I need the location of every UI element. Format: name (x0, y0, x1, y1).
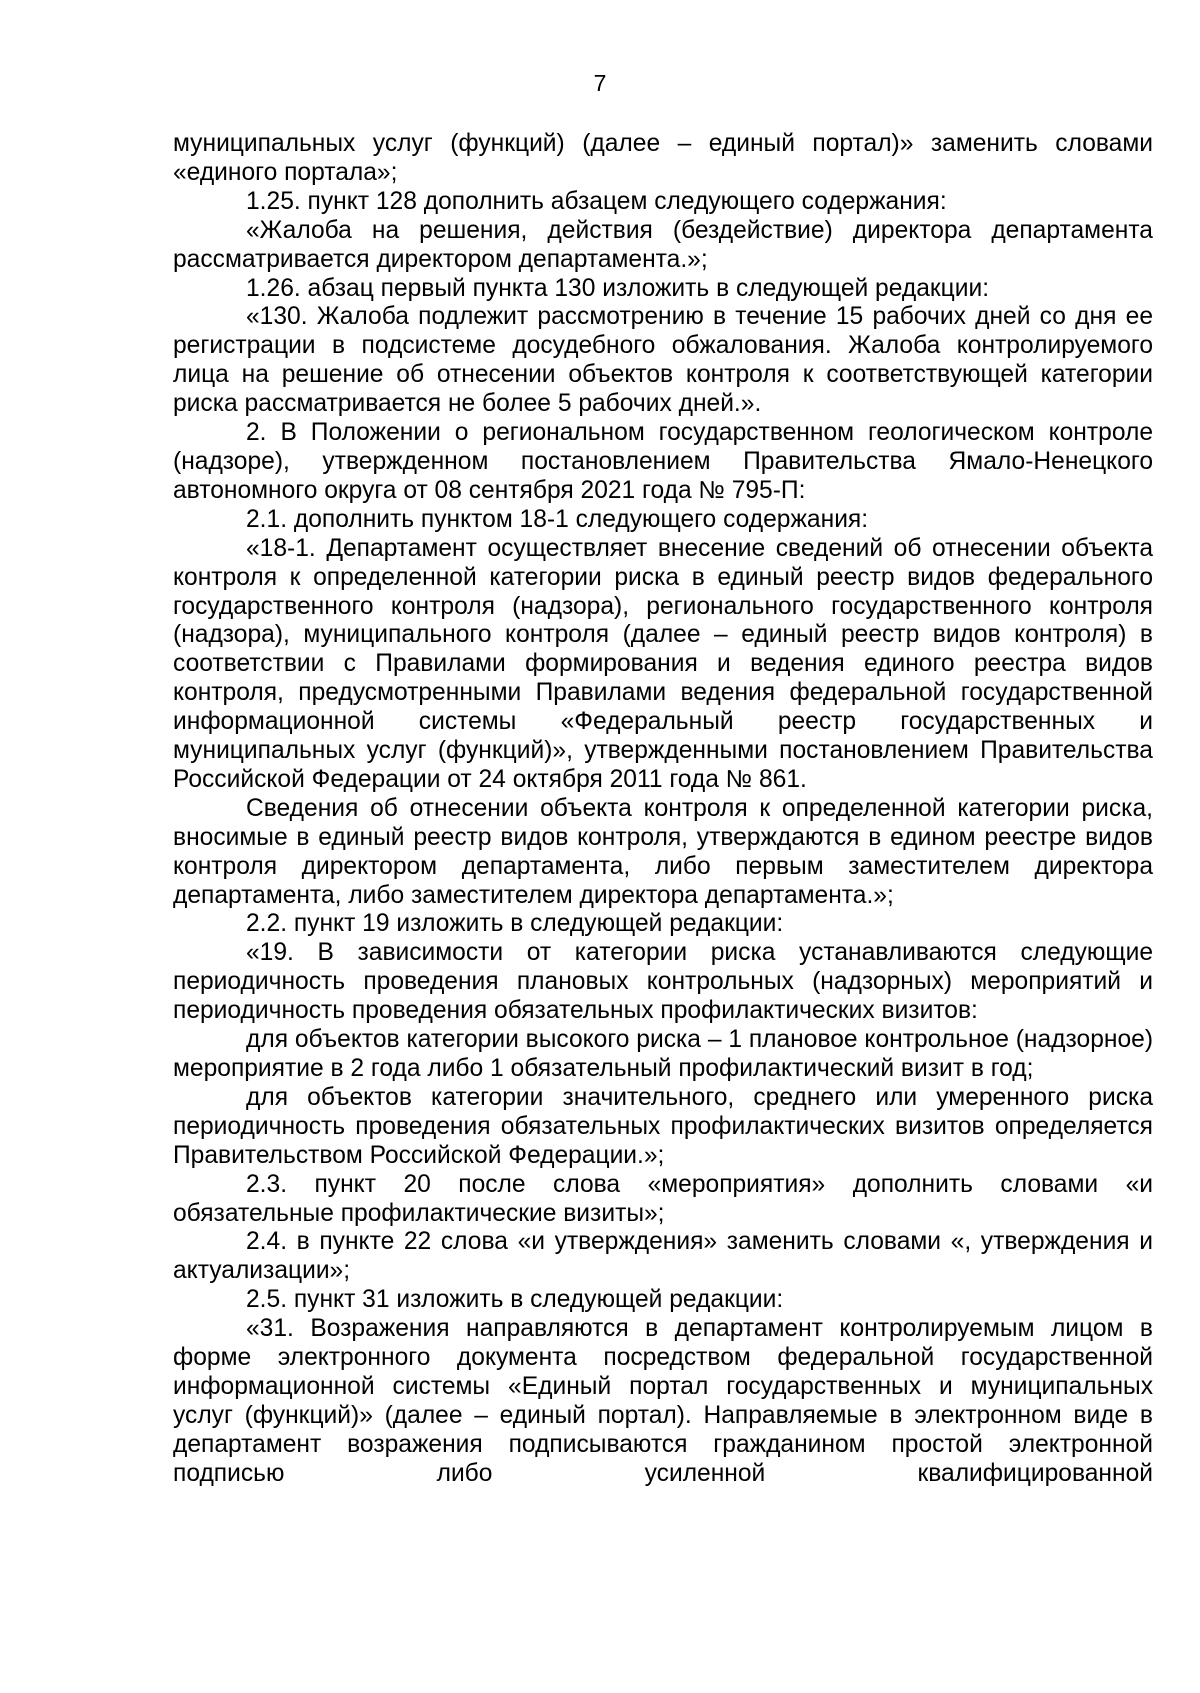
paragraph-high-risk: для объектов категории высокого риска – 1 плановое контрольное (надзорное) мероприятие в 2 года либо 1 обязательный профилактический визит в год; (173, 1026, 1154, 1082)
paragraph-item-2-1: 2.1. дополнить пунктом 18-1 следующего содержания: (246, 505, 869, 533)
page-number: 7 (593, 70, 607, 96)
document-body (173, 130, 1153, 1489)
paragraph-quote-complaint: «Жалоба на решения, действия (бездействие) директора департамента рассматривается директором департамента.»; (173, 216, 1153, 273)
paragraph-item-2-4: 2.4. в пункте 22 слова «и утверждения» заменить словами «, утверждения и актуализации»; (173, 1228, 1153, 1285)
paragraph-item-2-2: 2.2. пункт 19 изложить в следующей редакции: (246, 910, 784, 938)
paragraph-item-2: 2. В Положении о региональном государственном геологическом контроле (надзоре), утвержденном постановлением Правительства Ямало-Ненецкого автономного округа от 08 сентября 2021 года № 795-П: (173, 419, 1153, 504)
paragraph-item-2-3: 2.3. пункт 20 после слова «мероприятия» дополнить словами «и обязательные профилактические визиты»; (173, 1170, 1153, 1227)
paragraph-quote-130: «130. Жалоба подлежит рассмотрению в течение 15 рабочих дней со дня ее регистрации в подсистеме досудебного обжалования. Жалоба контролируемого лица на решение об отнесении объектов контроля к соответствующей категории риска рассматривается не более 5 рабочих дней.». (173, 303, 1153, 418)
paragraph-quote-19: «19. В зависимости от категории риска устанавливаются следующие периодичность проведения плановых контрольных (надзорных) мероприятий и периодичность проведения обязательных профилактических визитов: (173, 939, 1153, 1025)
paragraph-quote-31: «31. Возражения направляются в департамент контролируемым лицом в форме электронного документа посредством федеральной государственной информационной системы «Единый портал государственных и муниципальных услуг (функций)» (далее – единый портал). Направляемые в электронном виде в департамент возражения подписываются гражданином простой электронной подписью либо усиленной квалифицированной (173, 1315, 1153, 1487)
paragraph-continuation: муниципальных услуг (функций) (далее – единый портал)» заменить словами «единого портала»; (173, 130, 1153, 186)
paragraph-other-risk: для объектов категории значительного, среднего или умеренного риска периодичность проведения обязательных профилактических визитов определяется Правительством Российской Федерации.»; (173, 1083, 1153, 1169)
paragraph-item-2-5: 2.5. пункт 31 изложить в следующей редакции: (246, 1286, 784, 1314)
paragraph-quote-18-1: «18-1. Департамент осуществляет внесение сведений об отнесении объекта контроля к определенной категории риска в единый реестр видов федерального государственного контроля (надзора), регионального государственного контроля (надзора), муниципального контроля (далее – единый реестр видов контроля) в соответствии с Правилами формирования и ведения единого реестра видов контроля, предусмотренными Правилами ведения федеральной государственной информационной системы «Федеральный реестр государственных и муниципальных услуг (функций)», утвержденными постановлением Правительства Российской Федерации от 24 октября 2011 года № 861. (173, 534, 1153, 793)
paragraph-risk-info: Сведения об отнесении объекта контроля к определенной категории риска, вносимые в единый реестр видов контроля, утверждаются в едином реестре видов контроля директором департамента, либо первым заместителем директора департамента, либо заместителем директора департамента.»; (173, 794, 1153, 909)
paragraph-item-1-25: 1.25. пункт 128 дополнить абзацем следующего содержания: (246, 187, 947, 215)
paragraph-item-1-26: 1.26. абзац первый пункта 130 изложить в следующей редакции: (246, 274, 990, 302)
